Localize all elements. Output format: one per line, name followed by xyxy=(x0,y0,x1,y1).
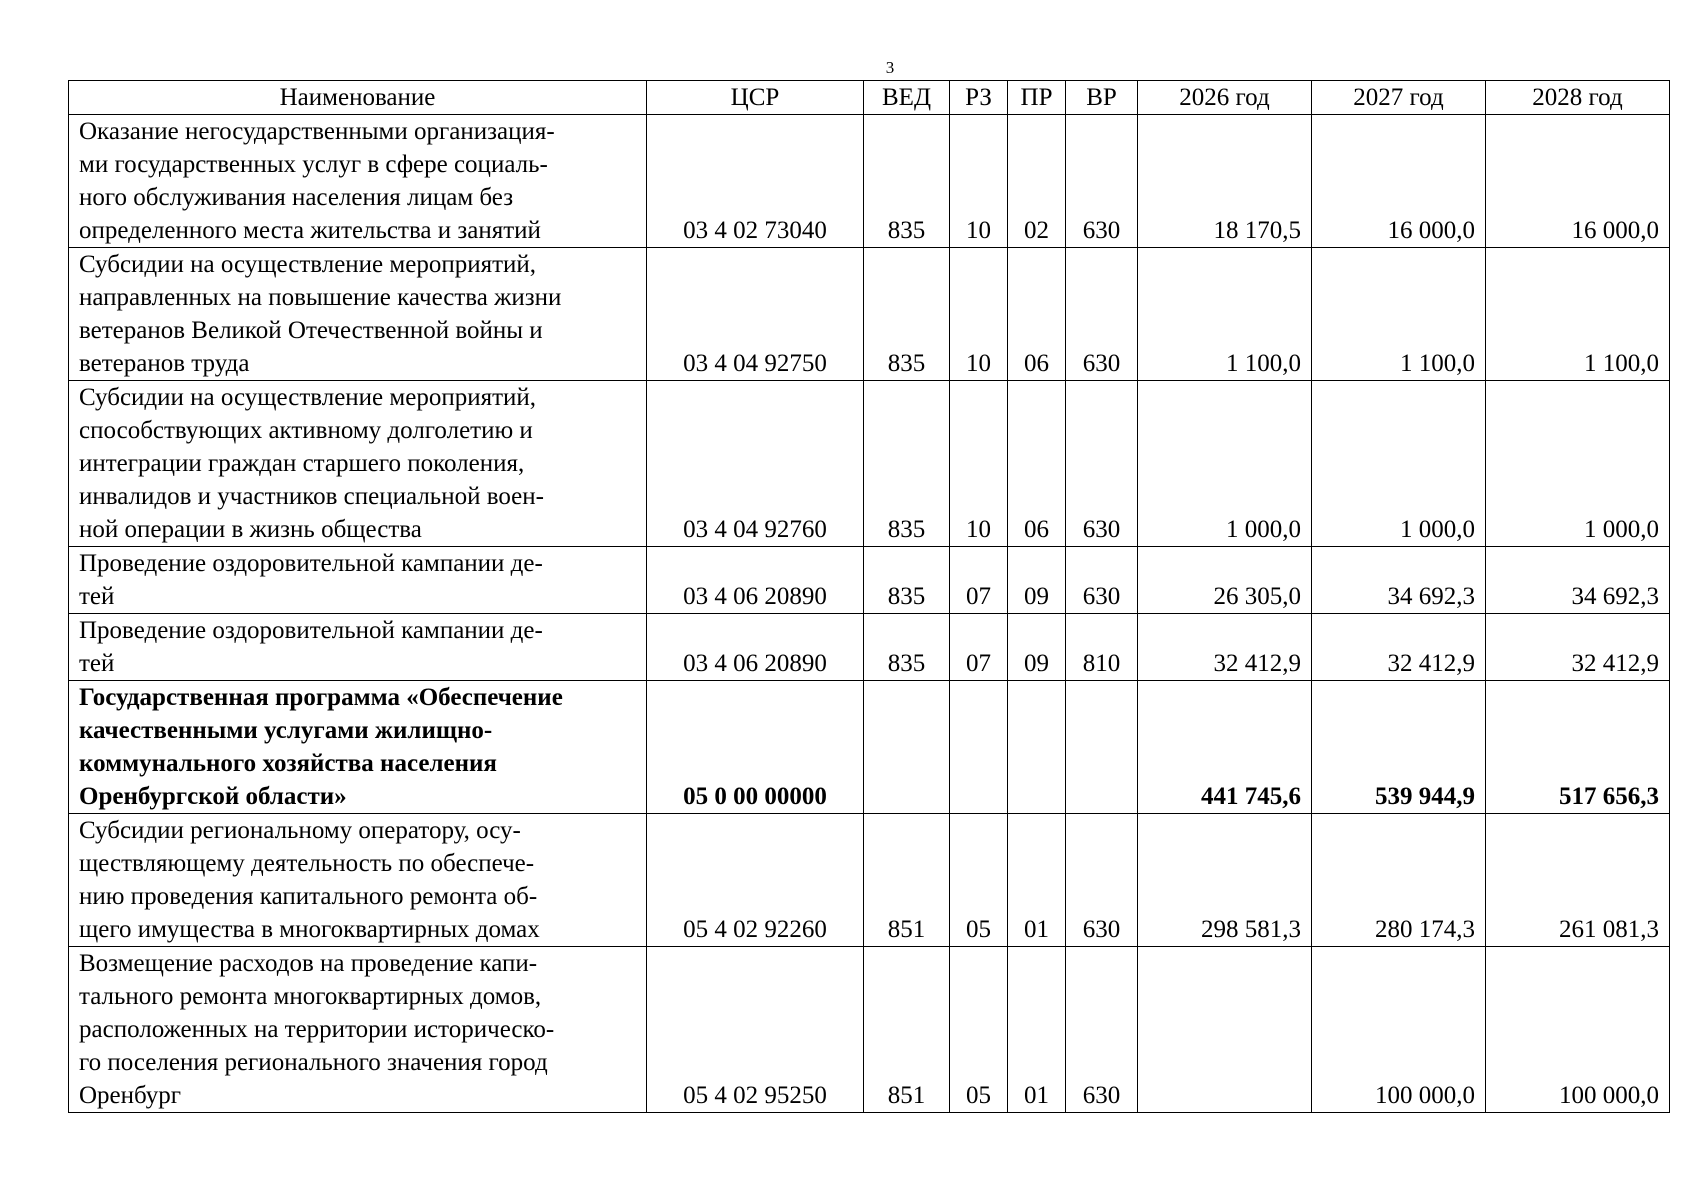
table-row xyxy=(69,547,1670,614)
name-line: Возмещение расходов на проведение капи- xyxy=(79,950,538,977)
cell-ved: 835 xyxy=(864,115,950,248)
name-line: ми государственных услуг в сфере социаль- xyxy=(79,151,548,178)
cell-2026: 26 305,0 xyxy=(1138,547,1312,614)
name-line: направленных на повышение качества жизни xyxy=(79,284,562,311)
name-line: способствующих активному долголетию и xyxy=(79,417,533,444)
cell-pr xyxy=(1008,681,1066,814)
cell-2028: 16 000,0 xyxy=(1486,115,1670,248)
cell-rz xyxy=(950,681,1008,814)
cell-2026: 1 000,0 xyxy=(1138,381,1312,547)
cell-name xyxy=(69,547,647,614)
cell-csr: 03 4 06 20890 xyxy=(647,547,864,614)
name-line: Субсидии на осуществление мероприятий, xyxy=(79,251,537,278)
cell-vr: 810 xyxy=(1066,614,1138,681)
cell-name xyxy=(69,381,647,547)
cell-2027: 280 174,3 xyxy=(1312,814,1486,947)
cell-vr xyxy=(1066,681,1138,814)
cell-2027: 34 692,3 xyxy=(1312,547,1486,614)
cell-2027: 32 412,9 xyxy=(1312,614,1486,681)
cell-2028: 34 692,3 xyxy=(1486,547,1670,614)
name-line: интеграции граждан старшего поколения, xyxy=(79,450,525,477)
cell-ved: 835 xyxy=(864,614,950,681)
table-row xyxy=(69,681,1670,814)
cell-2026 xyxy=(1138,947,1312,1113)
cell-2026: 298 581,3 xyxy=(1138,814,1312,947)
name-line: нию проведения капитального ремонта об- xyxy=(79,883,538,910)
cell-rz: 05 xyxy=(950,947,1008,1113)
cell-pr: 01 xyxy=(1008,814,1066,947)
name-line: ветеранов труда xyxy=(79,350,250,377)
name-line: тей xyxy=(79,650,115,677)
cell-2027: 16 000,0 xyxy=(1312,115,1486,248)
cell-csr: 03 4 04 92750 xyxy=(647,248,864,381)
cell-pr: 01 xyxy=(1008,947,1066,1113)
cell-2028: 100 000,0 xyxy=(1486,947,1670,1113)
cell-vr: 630 xyxy=(1066,248,1138,381)
table-row xyxy=(69,614,1670,681)
table-row xyxy=(69,115,1670,248)
cell-name xyxy=(69,814,647,947)
column-header-csr: ЦСР xyxy=(647,81,864,115)
name-line: качественными услугами жилищно- xyxy=(79,717,493,744)
cell-pr: 09 xyxy=(1008,547,1066,614)
name-line: тей xyxy=(79,583,115,610)
name-line: Оренбургской области» xyxy=(79,783,347,810)
table-body xyxy=(69,115,1670,1113)
cell-2027: 1 000,0 xyxy=(1312,381,1486,547)
name-line: Оренбург xyxy=(79,1082,182,1109)
name-line: тального ремонта многоквартирных домов, xyxy=(79,983,542,1010)
cell-vr: 630 xyxy=(1066,381,1138,547)
cell-2028: 517 656,3 xyxy=(1486,681,1670,814)
cell-vr: 630 xyxy=(1066,814,1138,947)
name-line: инвалидов и участников специальной воен- xyxy=(79,483,544,510)
name-line: Субсидии региональному оператору, осу- xyxy=(79,817,521,844)
name-line: ной операции в жизнь общества xyxy=(79,516,422,543)
cell-csr: 03 4 02 73040 xyxy=(647,115,864,248)
column-header-vr: ВР xyxy=(1066,81,1138,115)
cell-rz: 10 xyxy=(950,115,1008,248)
cell-2026: 1 100,0 xyxy=(1138,248,1312,381)
cell-rz: 10 xyxy=(950,248,1008,381)
cell-2026: 441 745,6 xyxy=(1138,681,1312,814)
name-line: ществляющему деятельность по обеспече- xyxy=(79,850,535,877)
cell-ved: 851 xyxy=(864,814,950,947)
cell-pr: 06 xyxy=(1008,248,1066,381)
column-header-2026: 2026 год xyxy=(1138,81,1312,115)
cell-pr: 06 xyxy=(1008,381,1066,547)
cell-csr: 05 0 00 00000 xyxy=(647,681,864,814)
cell-2028: 1 000,0 xyxy=(1486,381,1670,547)
cell-pr: 09 xyxy=(1008,614,1066,681)
cell-2027: 539 944,9 xyxy=(1312,681,1486,814)
table-header-row xyxy=(69,81,1670,115)
column-header-name: Наименование xyxy=(69,81,647,115)
name-line: Государственная программа «Обеспечение xyxy=(79,684,563,711)
name-line: ветеранов Великой Отечественной войны и xyxy=(79,317,543,344)
name-line: щего имущества в многоквартирных домах xyxy=(79,916,540,943)
cell-csr: 03 4 04 92760 xyxy=(647,381,864,547)
cell-name xyxy=(69,248,647,381)
name-line: Проведение оздоровительной кампании де- xyxy=(79,617,543,644)
cell-2028: 261 081,3 xyxy=(1486,814,1670,947)
cell-rz: 10 xyxy=(950,381,1008,547)
column-header-2028: 2028 год xyxy=(1486,81,1670,115)
budget-table xyxy=(68,80,1670,1113)
cell-2026: 32 412,9 xyxy=(1138,614,1312,681)
name-line: определенного места жительства и занятий xyxy=(79,217,541,244)
cell-vr: 630 xyxy=(1066,947,1138,1113)
cell-vr: 630 xyxy=(1066,115,1138,248)
cell-csr: 05 4 02 92260 xyxy=(647,814,864,947)
cell-csr: 05 4 02 95250 xyxy=(647,947,864,1113)
column-header-rz: РЗ xyxy=(950,81,1008,115)
cell-2027: 1 100,0 xyxy=(1312,248,1486,381)
table-row xyxy=(69,947,1670,1113)
cell-ved: 835 xyxy=(864,547,950,614)
name-line: расположенных на территории историческо- xyxy=(79,1016,555,1043)
cell-rz: 07 xyxy=(950,614,1008,681)
cell-name xyxy=(69,681,647,814)
table-row xyxy=(69,381,1670,547)
cell-2026: 18 170,5 xyxy=(1138,115,1312,248)
column-header-ved: ВЕД xyxy=(864,81,950,115)
cell-ved: 851 xyxy=(864,947,950,1113)
cell-name xyxy=(69,614,647,681)
cell-ved: 835 xyxy=(864,381,950,547)
table-row xyxy=(69,248,1670,381)
cell-ved xyxy=(864,681,950,814)
name-line: Субсидии на осуществление мероприятий, xyxy=(79,384,537,411)
cell-rz: 05 xyxy=(950,814,1008,947)
cell-2028: 1 100,0 xyxy=(1486,248,1670,381)
name-line: Проведение оздоровительной кампании де- xyxy=(79,550,543,577)
column-header-pr: ПР xyxy=(1008,81,1066,115)
cell-name xyxy=(69,115,647,248)
page-number: 3 xyxy=(885,58,895,77)
column-header-2027: 2027 год xyxy=(1312,81,1486,115)
cell-rz: 07 xyxy=(950,547,1008,614)
cell-vr: 630 xyxy=(1066,547,1138,614)
cell-ved: 835 xyxy=(864,248,950,381)
cell-name xyxy=(69,947,647,1113)
name-line: ного обслуживания населения лицам без xyxy=(79,184,514,211)
name-line: го поселения регионального значения город xyxy=(79,1049,548,1076)
cell-pr: 02 xyxy=(1008,115,1066,248)
name-line: коммунального хозяйства населения xyxy=(79,750,497,777)
cell-2028: 32 412,9 xyxy=(1486,614,1670,681)
cell-2027: 100 000,0 xyxy=(1312,947,1486,1113)
cell-csr: 03 4 06 20890 xyxy=(647,614,864,681)
table-row xyxy=(69,814,1670,947)
name-line: Оказание негосударственными организация- xyxy=(79,118,555,145)
